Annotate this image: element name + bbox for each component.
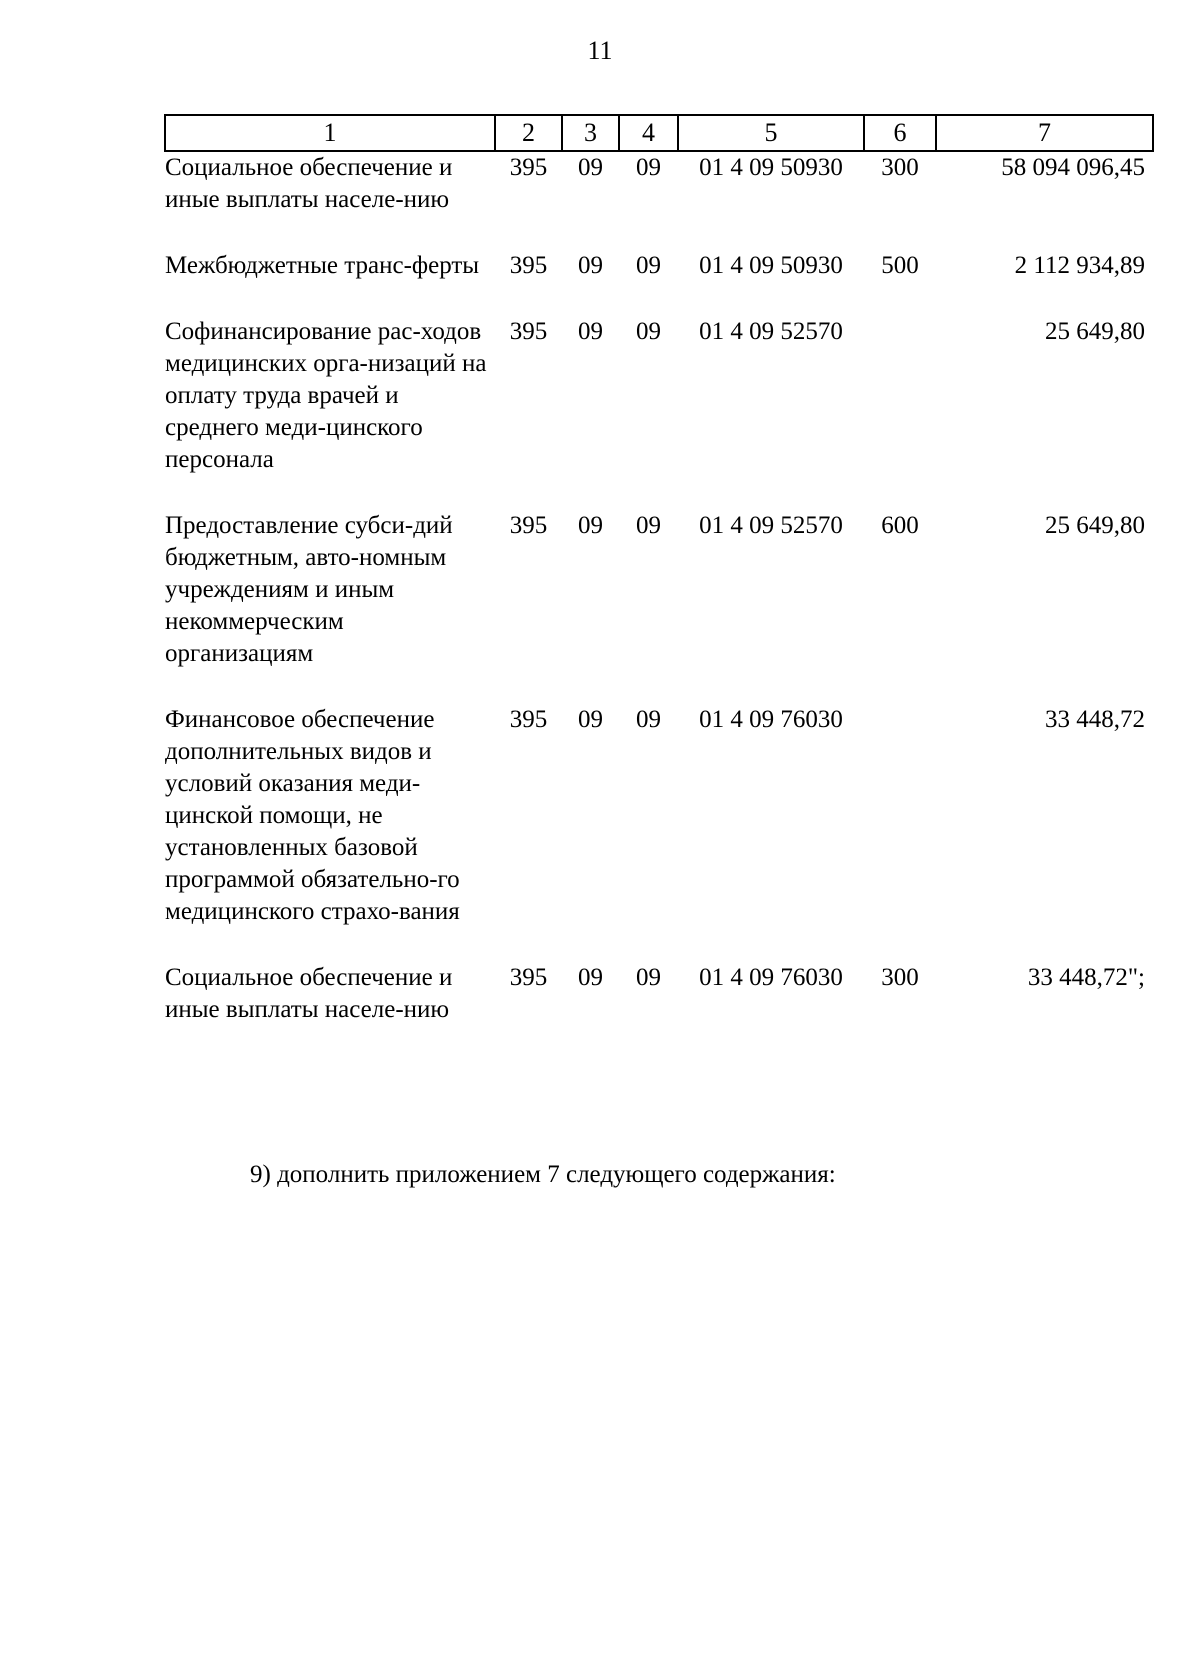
column-header: 7 (936, 115, 1153, 151)
row-amount: 33 448,72"; (1027, 964, 1145, 991)
row-subsection-code: 09 (636, 154, 661, 181)
row-name: Софинансирование рас-ходов медицинских орга-низаций на оплату труда врачей и среднего меди-цинского персонала (165, 318, 487, 473)
table-row (165, 316, 1153, 510)
table-row (165, 704, 1153, 962)
row-name: Предоставление субси-дий бюджетным, авто-номным учреждениям и иным некоммерческим организациям (165, 512, 453, 667)
row-ministry-code: 395 (509, 512, 548, 539)
row-target-code: 01 4 09 76030 (699, 706, 843, 733)
column-header: 3 (562, 115, 619, 151)
row-target-code: 01 4 09 76030 (699, 964, 843, 991)
row-section-code: 09 (578, 252, 603, 279)
row-section-code: 09 (578, 318, 603, 345)
table-row (165, 510, 1153, 704)
row-expense-type: 300 (881, 964, 919, 991)
page-number: 11 (587, 36, 613, 65)
table-row (165, 962, 1153, 1026)
row-section-code: 09 (578, 512, 603, 539)
row-amount: 25 649,80 (1045, 512, 1145, 539)
row-amount: 25 649,80 (1045, 318, 1145, 345)
row-target-code: 01 4 09 50930 (699, 252, 843, 279)
row-amount: 2 112 934,89 (1014, 252, 1145, 279)
row-expense-type: 600 (881, 512, 919, 539)
row-expense-type: 500 (881, 252, 919, 279)
closing-note: 9) дополнить приложением 7 следующего содержания: (250, 1161, 836, 1188)
budget-table (164, 114, 1154, 1026)
row-amount: 33 448,72 (1045, 706, 1145, 733)
row-ministry-code: 395 (509, 964, 548, 991)
column-header: 6 (864, 115, 936, 151)
table-header-row (165, 115, 1153, 151)
table-row (165, 250, 1153, 316)
row-name: Социальное обеспечение и иные выплаты населе-нию (165, 154, 453, 213)
row-target-code: 01 4 09 50930 (699, 154, 843, 181)
row-target-code: 01 4 09 52570 (699, 512, 843, 539)
column-header: 1 (165, 115, 495, 151)
table-row (165, 151, 1153, 250)
row-amount: 58 094 096,45 (1001, 154, 1145, 181)
row-ministry-code: 395 (509, 318, 548, 345)
row-expense-type (864, 704, 936, 962)
column-header: 5 (678, 115, 864, 151)
row-subsection-code: 09 (636, 964, 661, 991)
row-section-code: 09 (578, 706, 603, 733)
row-section-code: 09 (578, 964, 603, 991)
row-expense-type: 300 (881, 154, 919, 181)
row-ministry-code: 395 (509, 154, 548, 181)
row-name: Межбюджетные транс-ферты (165, 252, 480, 279)
column-header: 2 (495, 115, 562, 151)
row-subsection-code: 09 (636, 252, 661, 279)
row-subsection-code: 09 (636, 512, 661, 539)
row-name: Социальное обеспечение и иные выплаты населе-нию (165, 964, 453, 1023)
row-target-code: 01 4 09 52570 (699, 318, 843, 345)
row-ministry-code: 395 (509, 252, 548, 279)
row-ministry-code: 395 (509, 706, 548, 733)
row-name: Финансовое обеспечение дополнительных видов и условий оказания меди-цинской помощи, не установленных базовой программой обязательно-го медицинского страхо-вания (165, 706, 460, 925)
row-subsection-code: 09 (636, 706, 661, 733)
column-header: 4 (619, 115, 678, 151)
row-section-code: 09 (578, 154, 603, 181)
row-expense-type (864, 316, 936, 510)
row-subsection-code: 09 (636, 318, 661, 345)
